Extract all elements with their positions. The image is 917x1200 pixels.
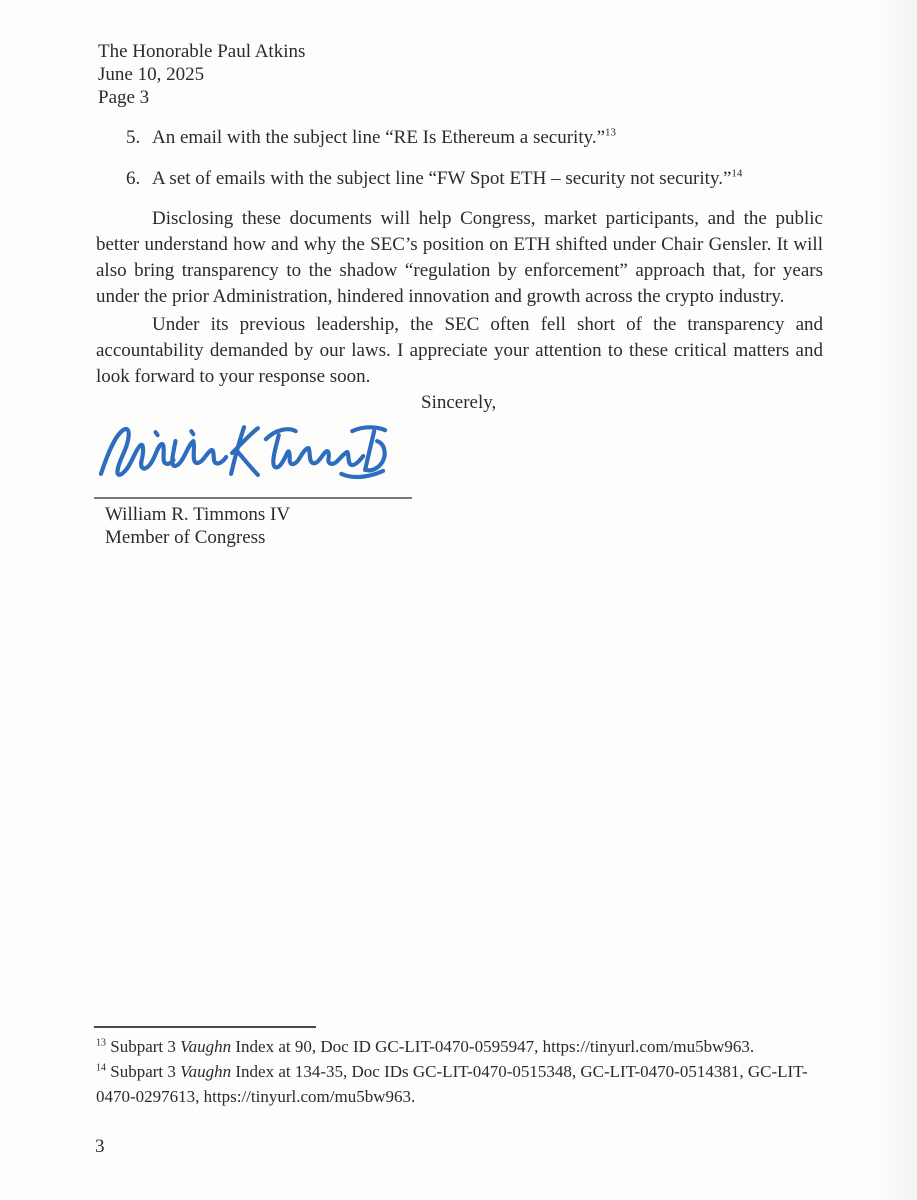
footnote-14 [96, 1059, 844, 1109]
header-recipient: The Honorable Paul Atkins [98, 41, 306, 62]
body-paragraph-2: Under its previous leadership, the SEC often fell short of the transparency and accountability demanded by our laws. I appreciate your attention to these critical matters and look forward to your response soon. [96, 314, 823, 387]
signature-image [96, 415, 394, 499]
footnote-text: Index at 90, Doc ID GC-LIT-0470-0595947, https://tinyurl.com/mu5bw963. [231, 1037, 755, 1056]
list-item-text: An email with the subject line “RE Is Ethereum a security.” [152, 127, 606, 148]
list-item-number: 5. [126, 127, 141, 148]
footnote-number: 14 [96, 1062, 106, 1074]
header-page-label: Page 3 [98, 87, 150, 108]
footnote-case-name: Vaughn [180, 1037, 232, 1056]
signer-name: William R. Timmons IV [105, 504, 291, 525]
list-item-number: 6. [126, 168, 141, 189]
list-item-5 [126, 126, 826, 150]
scan-edge-shadow [877, 0, 917, 1200]
valediction: Sincerely, [421, 392, 497, 413]
signature-block [105, 503, 290, 549]
list-item-6 [126, 167, 826, 191]
page-number: 3 [95, 1136, 105, 1157]
footnote-text: Subpart 3 [110, 1037, 181, 1056]
header-date: June 10, 2025 [98, 64, 205, 85]
signature-line [94, 497, 412, 499]
footnote-reference: 14 [731, 167, 743, 180]
footnote-reference: 13 [605, 126, 617, 139]
footnote-case-name: Vaughn [180, 1062, 232, 1081]
list-item-text: A set of emails with the subject line “FW Spot ETH – security not security.” [152, 168, 732, 189]
footnote-separator [94, 1026, 316, 1028]
body-paragraph-1: Disclosing these documents will help Congress, market participants, and the public better understand how and why the SEC’s position on ETH shifted under Chair Gensler. It will also bring transparency to the shadow “regulation by enforcement” approach that, for years under the prior Administration, hindered innovation and growth across the crypto industry. [96, 208, 823, 307]
signer-title: Member of Congress [105, 527, 266, 548]
footnote-text: Index at 134-35, Doc IDs GC-LIT-0470-0515348, GC-LIT-0470-0514381, GC-LIT-0470-0297613, https://tinyurl.com/mu5bw963. [96, 1062, 808, 1106]
letter-header [98, 40, 305, 109]
footnote-13 [96, 1034, 844, 1059]
footnote-text: Subpart 3 [110, 1062, 181, 1081]
footnote-number: 13 [96, 1037, 106, 1049]
signature-ink [101, 427, 385, 477]
